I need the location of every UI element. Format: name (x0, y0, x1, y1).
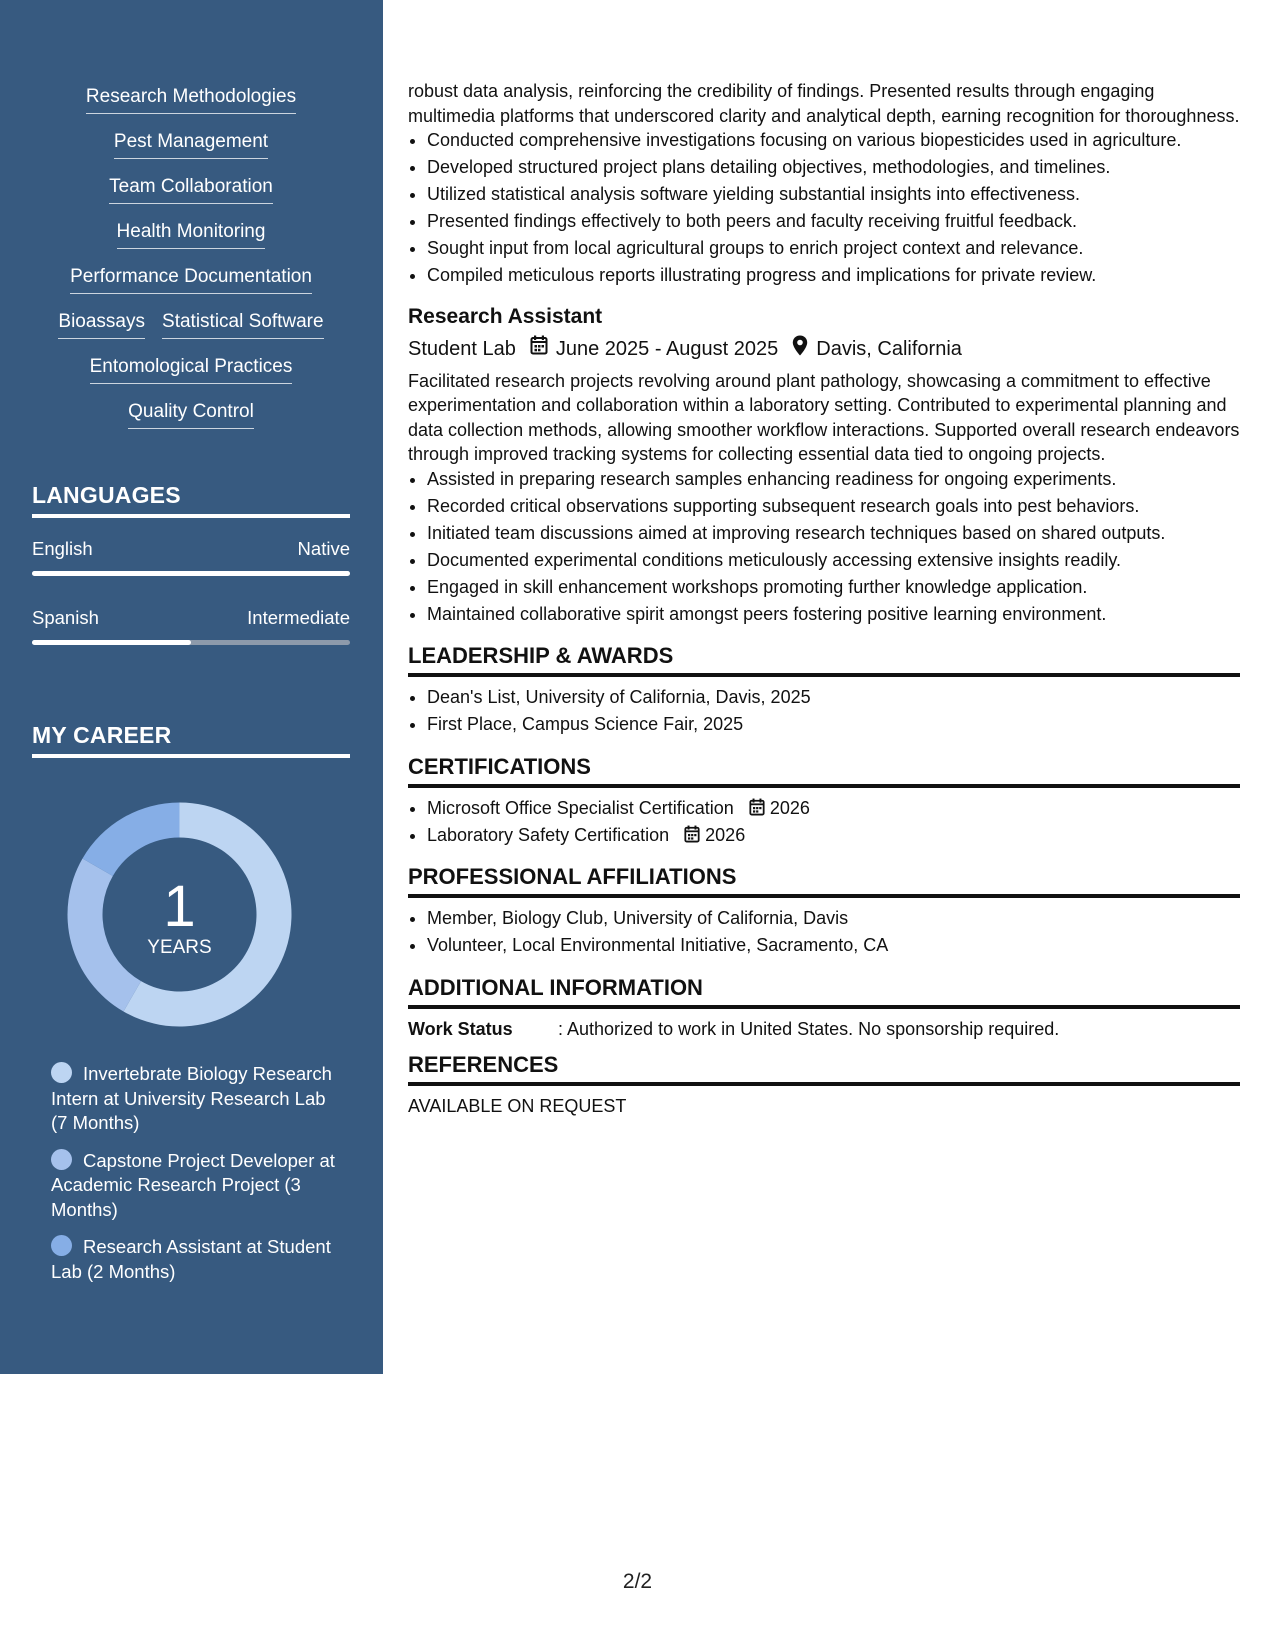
language-level: Intermediate (247, 607, 350, 628)
language-bar (32, 571, 350, 576)
language-name: Spanish (32, 607, 99, 628)
job-location: Davis, California (816, 338, 962, 360)
career-item-label: Invertebrate Biology Research Intern at University Research Lab (7 Months) (51, 1063, 332, 1133)
skill-row (32, 86, 350, 131)
skill-tag: Research Methodologies (86, 86, 296, 114)
job-company: Student Lab (408, 338, 516, 360)
bullet-item: • Compiled meticulous reports illustrating progress and implications for private review. (427, 263, 1240, 288)
skill-row (32, 131, 350, 176)
language-bar-fill (32, 640, 191, 645)
career-total-unit: YEARS (147, 937, 212, 958)
skill-tag: Health Monitoring (117, 221, 266, 249)
affiliations-heading: PROFESSIONAL AFFILIATIONS (408, 863, 1240, 898)
skills-list (32, 86, 350, 446)
career-item (51, 1235, 341, 1284)
calendar-icon (530, 335, 548, 363)
certification-name: Microsoft Office Specialist Certification (427, 797, 734, 818)
bullet-item: • Recorded critical observations supporting subsequent research goals into pest behaviors. (427, 494, 1240, 519)
skill-tag: Bioassays (58, 311, 145, 339)
skill-row (32, 176, 350, 221)
skill-tag: Quality Control (128, 401, 254, 429)
career-list (51, 1062, 341, 1297)
career-item (51, 1062, 341, 1136)
job-meta (408, 335, 1240, 364)
award-item: • First Place, Campus Science Fair, 2025 (427, 712, 1240, 737)
skill-tag: Team Collaboration (109, 176, 273, 204)
sidebar (0, 0, 383, 1374)
language-item (32, 607, 350, 645)
certifications-list (408, 796, 1240, 848)
intro-paragraph: robust data analysis, reinforcing the credibility of findings. Presented results through engaging multimedia platforms that underscored clarity and analytical depth, earning recognition for thoroughness. (408, 81, 1240, 126)
bullet-item: • Presented findings effectively to both peers and faculty receiving fruitful feedback. (427, 209, 1240, 234)
work-status-label: Work Status (408, 1018, 513, 1039)
career-item-label: Research Assistant at Student Lab (2 Months) (51, 1236, 331, 1282)
skill-row (32, 311, 350, 356)
bullet-item: • Conducted comprehensive investigations focusing on various biopesticides used in agriculture. (427, 128, 1240, 153)
references-text: AVAILABLE ON REQUEST (408, 1096, 627, 1116)
additional-info-heading: ADDITIONAL INFORMATION (408, 974, 1240, 1009)
map-pin-icon (792, 335, 808, 364)
bullet-item: • Developed structured project plans detailing objectives, methodologies, and timelines. (427, 155, 1240, 180)
skill-row (32, 221, 350, 266)
job-description: Facilitated research projects revolving around plant pathology, showcasing a commitment to effective experimentation and collaboration within a laboratory setting. Contributed to experimental planning and data collection methods, allowing smoother workflow interactions. Supported overall research endeavors through improved tracking systems for collecting essential data tied to ongoing projects. (408, 370, 1240, 464)
affiliation-item: • Volunteer, Local Environmental Initiative, Sacramento, CA (427, 933, 1240, 958)
language-level: Native (297, 538, 350, 559)
language-item (32, 538, 350, 576)
main-content (408, 79, 1240, 1119)
bullet-item: • Engaged in skill enhancement workshops promoting further knowledge application. (427, 575, 1240, 600)
skill-tag: Pest Management (114, 131, 268, 159)
language-name: English (32, 538, 93, 559)
language-bar (32, 640, 350, 645)
certification-item (427, 796, 1240, 821)
skill-row (32, 401, 350, 446)
certification-name: Laboratory Safety Certification (427, 824, 670, 845)
skill-tag: Entomological Practices (90, 356, 293, 384)
leadership-heading: LEADERSHIP & AWARDS (408, 642, 1240, 677)
career-legend-dot (51, 1062, 72, 1083)
references-heading: REFERENCES (408, 1051, 1240, 1086)
skill-row (32, 266, 350, 311)
career-legend-dot (51, 1149, 72, 1170)
leadership-list (408, 685, 1240, 737)
bullet-item: • Sought input from local agricultural groups to enrich project context and relevance. (427, 236, 1240, 261)
career-heading: MY CAREER (32, 722, 350, 758)
page-number: 2/2 (622, 1570, 653, 1593)
intro-bullet-list (408, 128, 1240, 288)
certification-year: 2026 (705, 824, 746, 845)
job-bullet-list (408, 467, 1240, 627)
donut-segment (83, 803, 180, 877)
skill-tag: Statistical Software (162, 311, 324, 339)
calendar-icon (684, 825, 700, 845)
certification-year: 2026 (769, 797, 810, 818)
career-item-label: Capstone Project Developer at Academic Research Project (3 Months) (51, 1149, 335, 1220)
affiliation-item: • Member, Biology Club, University of California, Davis (427, 906, 1240, 931)
certification-item (427, 823, 1240, 848)
bullet-item: • Documented experimental conditions meticulously accessing extensive insights readily. (427, 548, 1240, 573)
career-legend-dot (51, 1235, 72, 1256)
work-status-row (408, 1017, 1240, 1042)
career-total-number: 1 (163, 874, 196, 939)
calendar-icon (749, 798, 765, 818)
work-status-value: : Authorized to work in United States. No sponsorship required. (558, 1018, 1060, 1039)
skill-tag: Performance Documentation (70, 266, 312, 294)
award-item: • Dean's List, University of California, Davis, 2025 (427, 685, 1240, 710)
career-item (51, 1149, 341, 1223)
language-bar-fill (32, 571, 350, 576)
bullet-item: • Utilized statistical analysis software yielding substantial insights into effectiveness. (427, 182, 1240, 207)
skill-row (32, 356, 350, 401)
affiliations-list (408, 906, 1240, 958)
job-dates: June 2025 - August 2025 (555, 338, 779, 360)
bullet-item: • Maintained collaborative spirit amongst peers fostering positive learning environment. (427, 602, 1240, 627)
bullet-item: • Assisted in preparing research samples enhancing readiness for ongoing experiments. (427, 467, 1240, 492)
certifications-heading: CERTIFICATIONS (408, 753, 1240, 788)
bullet-item: • Initiated team discussions aimed at improving research techniques based on shared outputs. (427, 521, 1240, 546)
languages-heading: LANGUAGES (32, 482, 350, 518)
job-title: Research Assistant (408, 304, 603, 328)
